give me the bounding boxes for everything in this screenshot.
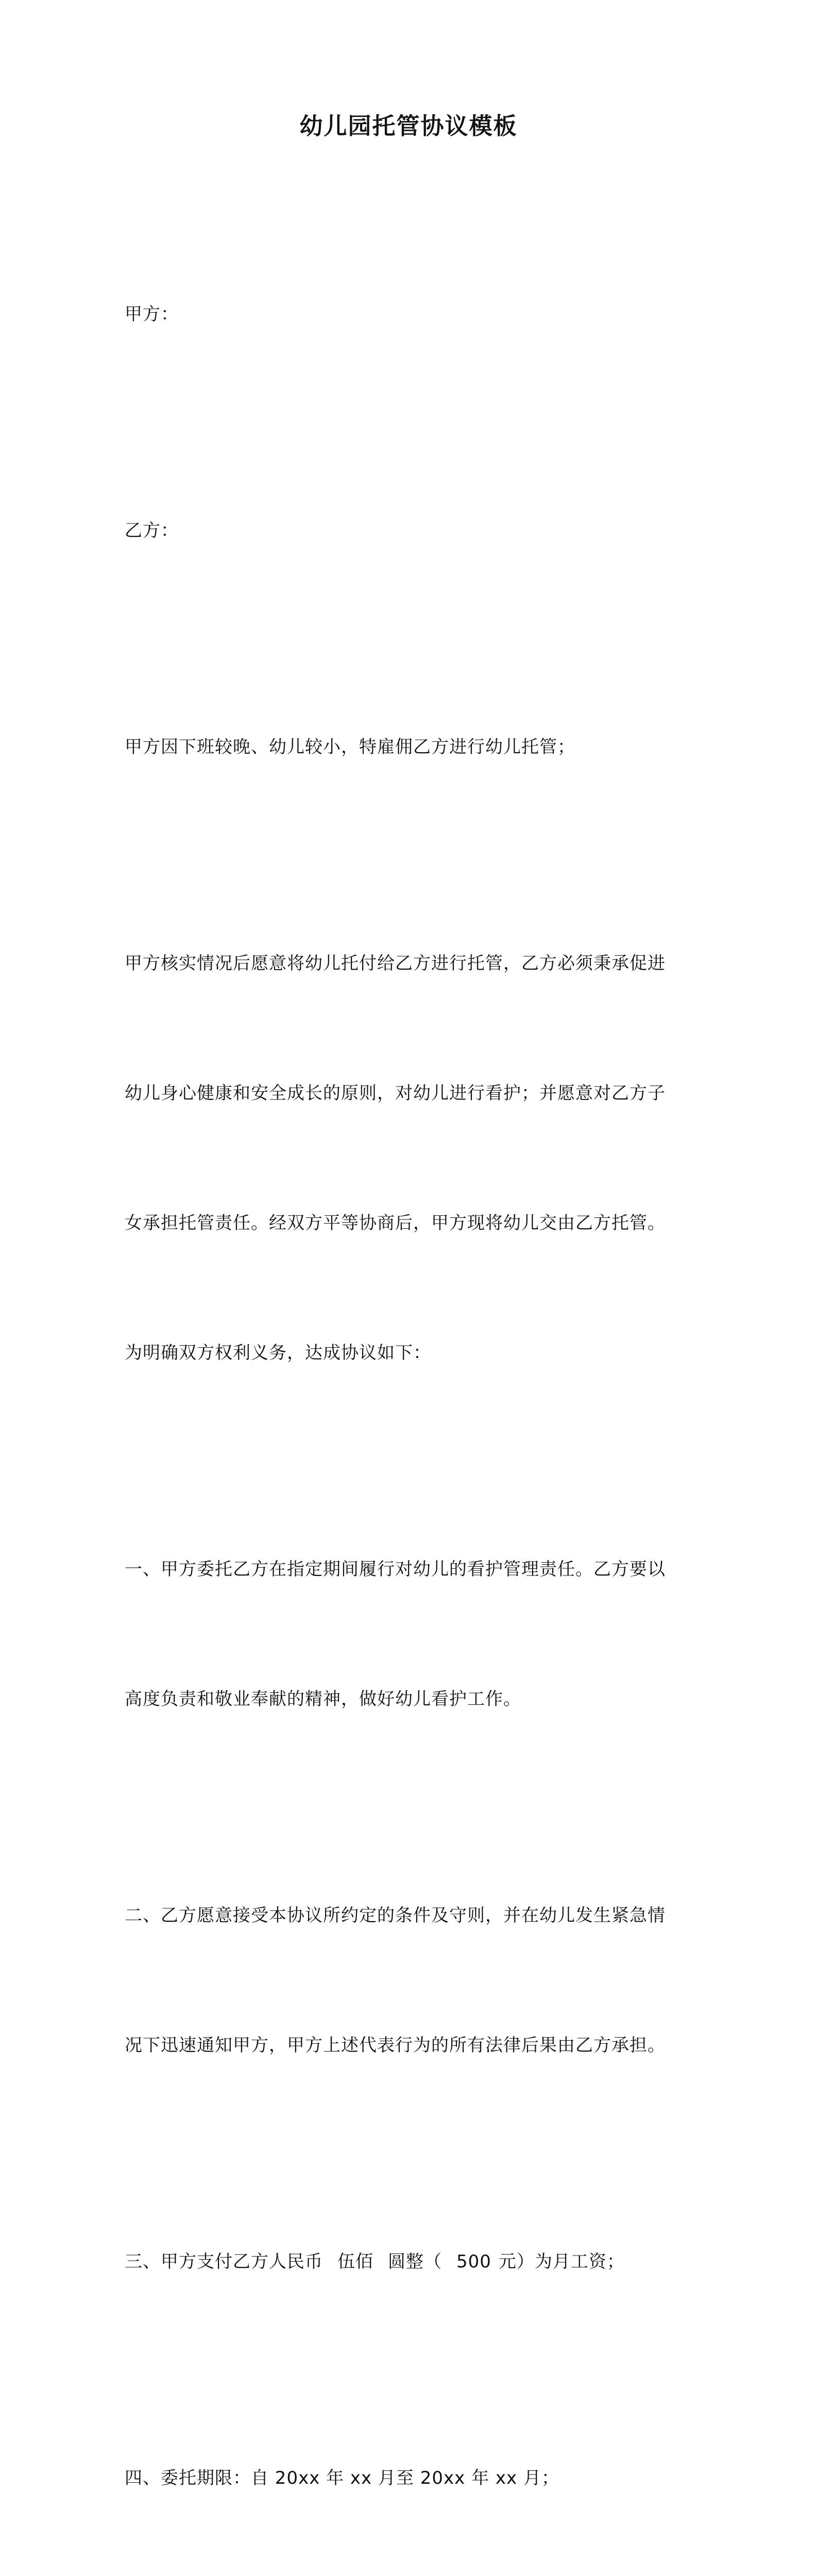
clause-3-line [125,2240,702,2283]
intro-paragraph-1 [125,639,702,855]
clause-3 [125,2154,702,2370]
party-b-line [125,422,702,639]
salary-amount-words: 伍佰 [337,2251,373,2272]
clause-2-line-2: 况下迅速通知甲方，甲方上述代表行为的所有法律后果由乙方承担。 [125,2035,666,2056]
clause-3-suffix: 元）为月工资； [498,2251,625,2272]
clause-2-line-1: 二、乙方愿意接受本协议所约定的条件及守则，并在幼儿发生紧急情 [125,1905,666,1926]
clause-1-line-2: 高度负责和敬业奉献的精神，做好幼儿看护工作。 [125,1689,521,1709]
document-body [125,206,702,2576]
party-b-label: 乙方： [125,520,179,541]
salary-unit-words: 圆整（ [388,2251,442,2272]
intro-2-line-2: 幼儿身心健康和安全成长的原则，对幼儿进行看护；并愿意对乙方子 [125,1083,666,1104]
clause-2 [125,1807,702,2154]
intro-paragraph-2 [125,855,702,1461]
intro-1-line: 甲方因下班较晚、幼儿较小，特雇佣乙方进行幼儿托管； [125,737,575,757]
intro-2-line-1: 甲方核实情况后愿意将幼儿托付给乙方进行托管，乙方必须秉承促进 [125,953,666,974]
clause-3-prefix: 三、甲方支付乙方人民币 [125,2251,323,2272]
clause-1 [125,1461,702,1807]
intro-2-line-3: 女承担托管责任。经双方平等协商后，甲方现将幼儿交由乙方托管。 [125,1213,666,1233]
document-title: 幼儿园托管协议模板 [299,112,518,140]
intro-2-line-4: 为明确双方权利义务，达成协议如下： [125,1343,431,1363]
clause-4 [125,2370,702,2576]
party-a-line [125,206,702,422]
clause-4-line: 四、委托期限：自 20xx 年 xx 月至 20xx 年 xx 月； [125,2468,559,2488]
party-a-label: 甲方： [125,304,179,325]
clause-1-line-1: 一、甲方委托乙方在指定期间履行对幼儿的看护管理责任。乙方要以 [125,1559,666,1580]
salary-amount-number: 500 [456,2251,491,2272]
